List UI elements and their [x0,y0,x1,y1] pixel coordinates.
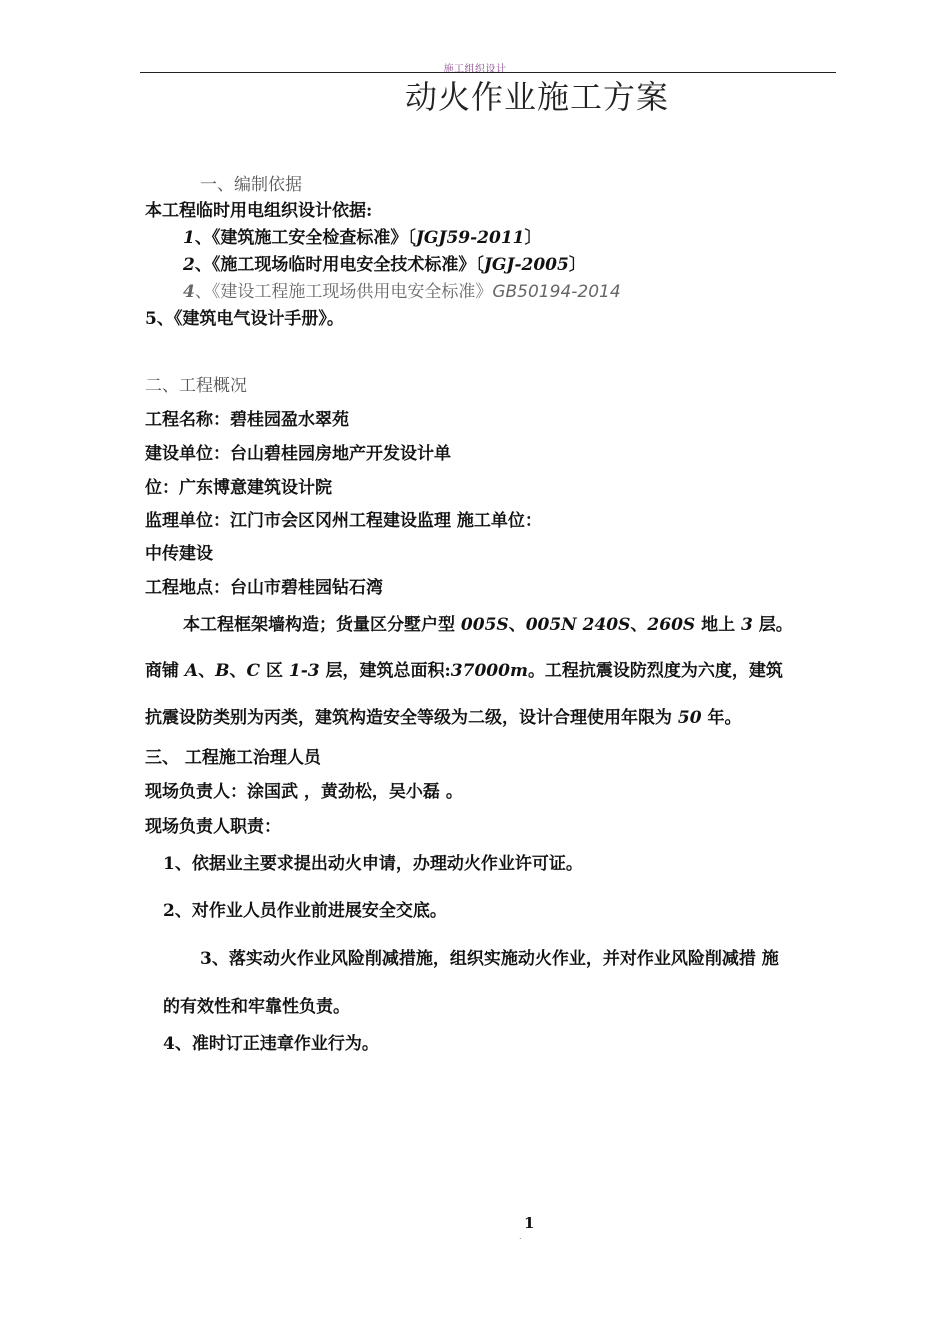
basis-item-5: 5、《建筑电气设计手册》。 [145,309,344,329]
duty-item-3: 3、落实动火作业风险削减措施，组织实施动火作业，并对作业风险削减措 施 [200,949,779,969]
overview-line-3: 抗震设防类别为丙类，建筑构造安全等级为二级，设计合理使用年限为 50 年。 [145,708,742,728]
duty-item-4: 4、准时订正违章作业行为。 [163,1034,379,1054]
supervision-unit: 监理单位：江门市会区冈州工程建设监理 施工单位： [145,511,542,531]
owner-unit: 建设单位：台山碧桂园房地产开发设计单 [145,444,451,464]
basis-item-4: 4、《建设工程施工现场供用电安全标准》GB50194-2014 [183,282,621,302]
project-location: 工程地点：台山市碧桂园钻石湾 [145,578,383,598]
section3-heading: 三、 工程施工治理人员 [145,748,321,768]
section1-heading: 一、编制依据 [200,175,302,195]
construction-unit: 中传建设 [145,544,213,564]
basis-item-1: 1、《建筑施工安全检查标准》〔JGJ59-2011〕 [183,228,542,248]
section2-heading: 二、工程概况 [145,376,247,396]
overview-line-1: 本工程框架墙构造；货量区分墅户型 005S、005N 240S、260S 地上 3 层。 [183,615,793,635]
footer-mark: . [519,1232,522,1241]
project-name: 工程名称：碧桂园盈水翠苑 [145,410,349,430]
site-leaders: 现场负责人：涂国武 ，黄劲松，吴小磊 。 [145,782,463,802]
basis-item-2: 2、《施工现场临时用电安全技术标准》〔JGJ-2005〕 [183,255,586,275]
running-header: 施工组织设计 [443,64,507,75]
duty-item-1: 1、依据业主要求提出动火申请，办理动火作业许可证。 [163,854,583,874]
section1-intro: 本工程临时用电组织设计依据: [145,201,373,221]
duty-item-2: 2、对作业人员作业前进展安全交底。 [163,901,447,921]
leader-duties-label: 现场负责人职责： [145,817,281,837]
duty-item-3-cont: 的有效性和牢靠性负责。 [163,997,350,1017]
document-title: 动火作业施工方案 [405,78,670,116]
design-unit: 位：广东博意建筑设计院 [145,478,332,498]
overview-line-2: 商铺 A、B、C 区 1-3 层，建筑总面积:37000m。工程抗震设防烈度为六度，建筑 [145,661,783,681]
page-number: 1 [524,1214,535,1232]
